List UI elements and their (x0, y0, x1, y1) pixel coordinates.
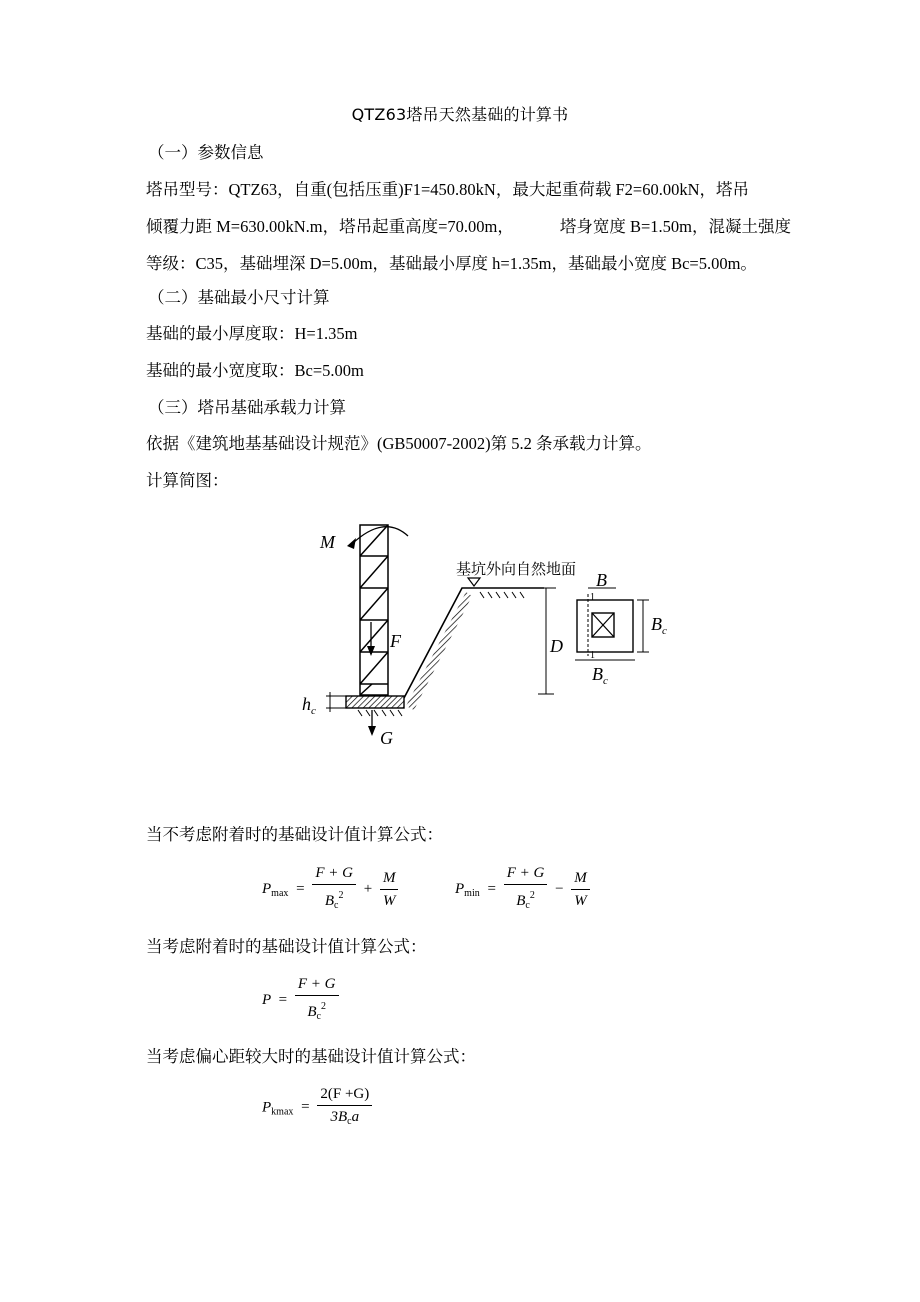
p-symbol: P (262, 991, 271, 1008)
p-den-b: B (307, 1004, 317, 1020)
section-mark-bottom: 1 (590, 650, 595, 661)
calculation-diagram (296, 520, 682, 752)
params-line-3: 等级：C35，基础埋深 D=5.00m，基础最小厚度 h=1.35m，基础最小宽度 Bc=5.00m。 (146, 254, 757, 273)
pmax-frac-1 (312, 864, 356, 915)
pmax-subscript: max (271, 887, 289, 899)
min-width-text: 基础的最小宽度取：Bc=5.00m (146, 361, 364, 380)
ground-surface-hatch (480, 592, 524, 598)
pkmax-subscript: kmax (271, 1106, 294, 1118)
plan-foundation-outline (577, 600, 633, 652)
pmax-num: F + G (312, 864, 356, 885)
p-eq: = (278, 991, 288, 1008)
pmin-den-sq: 2 (529, 890, 535, 901)
force-g-label: G (380, 728, 393, 748)
pmin-m: M (571, 869, 590, 890)
pmax-den-c: c (334, 900, 339, 911)
pkmax-den-c: c (347, 1116, 352, 1127)
moment-label: M (320, 532, 335, 552)
section-heading-params: （一）参数信息 (148, 143, 264, 162)
pmin-minus: − (555, 880, 564, 897)
pmin-den-c: c (525, 900, 530, 911)
pmin-frac-1 (504, 864, 548, 915)
pmin-den-b: B (516, 893, 526, 909)
pmax-den-b: B (324, 893, 335, 909)
bc-right-label: $B_c$ (651, 614, 667, 637)
pmax-den-sq: 2 (338, 890, 344, 901)
pmin-w: W (574, 893, 587, 909)
pmin-frac-2 (571, 869, 590, 910)
ground-level-marker (468, 578, 480, 586)
pkmax-den-3b: 3B (330, 1109, 348, 1125)
formula-pmax (262, 864, 398, 915)
pkmax-eq: = (301, 1099, 310, 1116)
pkmax-den (327, 1106, 362, 1131)
formula-pmin (455, 864, 590, 915)
tower-mast (360, 525, 388, 695)
p-den (304, 996, 329, 1026)
params-line-2b: 塔身宽度 B=1.50m，混凝土强度 (559, 217, 792, 236)
params-paragraph (146, 171, 836, 282)
b-label: B (596, 570, 607, 590)
pmax-m: M (380, 869, 399, 890)
pmax-eq: = (296, 880, 305, 897)
diagram-caption: 计算简图： (146, 471, 229, 490)
formula-pkmax (262, 1085, 372, 1131)
hc-label: $h_c$ (302, 694, 316, 717)
params-line-1: 塔吊型号：QTZ63，自重(包括压重)F1=450.80kN，最大起重荷载 F2=60.00kN，塔吊 (146, 180, 749, 199)
formula-case-no-attachment: 当不考虑附着时的基础设计值计算公式： (146, 825, 443, 844)
p-frac (295, 975, 339, 1026)
section-heading-bearing: （三）塔吊基础承载力计算 (148, 398, 346, 417)
pmin-den (513, 885, 538, 915)
params-line-2 (146, 208, 836, 245)
page-title: QTZ63塔吊天然基础的计算书 (351, 105, 569, 124)
formula-p (262, 975, 339, 1026)
pkmax-symbol: P (262, 1099, 272, 1116)
slope-hatch (406, 592, 472, 710)
moment-arrowhead (347, 538, 356, 549)
formula-case-attachment: 当考虑附着时的基础设计值计算公式： (146, 937, 427, 956)
pkmax-den-a: a (351, 1109, 360, 1125)
pmax-den (322, 885, 347, 915)
force-f-label: F (390, 631, 401, 651)
p-num: F + G (295, 975, 339, 996)
pkmax-num: 2(F +G) (317, 1085, 372, 1106)
pmax-frac-2 (380, 869, 399, 910)
ground-surface-label: 基坑外向自然地面 (456, 560, 577, 578)
pmax-w: W (382, 893, 396, 909)
pmax-symbol: P (262, 880, 272, 897)
min-thickness-text: 基础的最小厚度取：H=1.35m (146, 324, 358, 343)
p-den-sq: 2 (321, 1001, 326, 1012)
formula-case-eccentric: 当考虑偏心距较大时的基础设计值计算公式： (146, 1047, 476, 1066)
pmin-eq: = (487, 880, 496, 897)
code-basis-text: 依据《建筑地基基础设计规范》(GB50007-2002)第 5.2 条承载力计算。 (146, 434, 652, 453)
pmin-subscript: min (464, 887, 480, 899)
pmin-symbol: P (455, 880, 465, 897)
foundation-slab (346, 696, 404, 708)
pmin-num: F + G (504, 864, 548, 885)
force-g-arrowhead (368, 726, 376, 736)
pkmax-frac (317, 1085, 372, 1131)
bc-bottom-label: $B_c$ (592, 664, 608, 687)
depth-label: D (550, 636, 563, 656)
section-mark-top: 1 (590, 592, 595, 603)
p-den-c: c (316, 1011, 321, 1022)
foundation-ground (358, 710, 402, 716)
force-f-arrowhead (367, 646, 375, 656)
params-line-2a: 倾覆力距 M=630.00kN.m，塔吊起重高度=70.00m， (146, 217, 514, 236)
pmax-plus: + (363, 880, 373, 897)
section-heading-min-size: （二）基础最小尺寸计算 (148, 288, 330, 307)
